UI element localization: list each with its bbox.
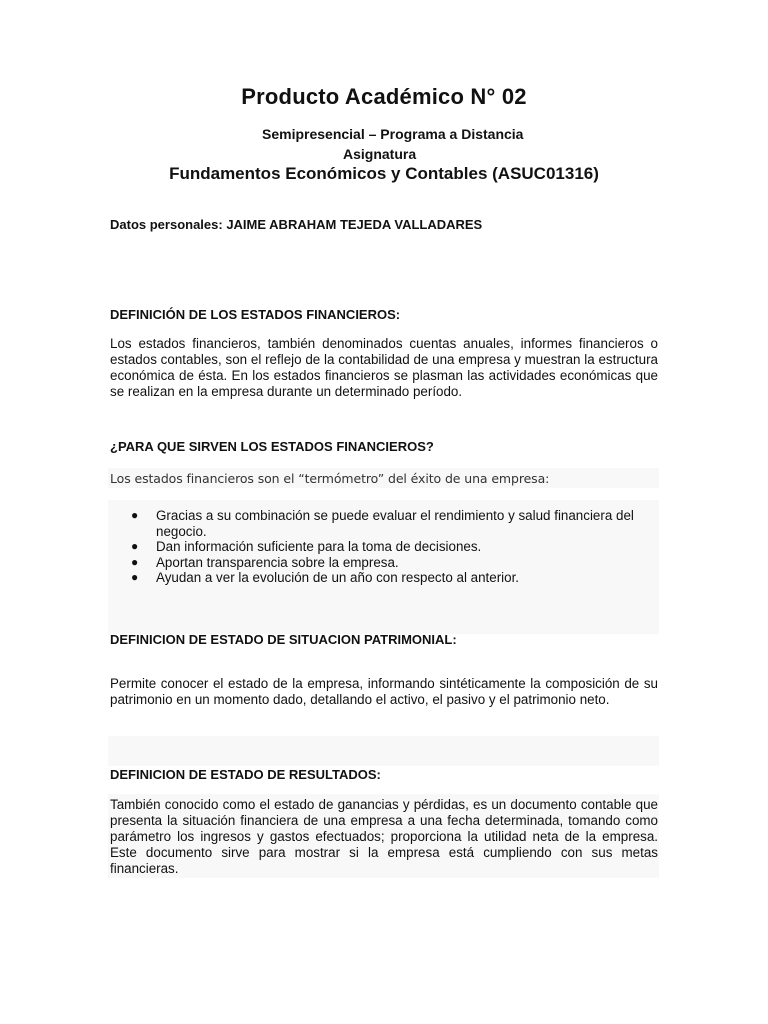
course-name: Fundamentos Económicos y Contables (ASUC01316) (169, 164, 599, 183)
bullet-icon: ● (131, 570, 139, 584)
bullet-text: Gracias a su combinación se puede evaluar el rendimiento y salud financiera del negocio. (156, 508, 634, 539)
personal-data: Datos personales: JAIME ABRAHAM TEJEDA VALLADARES (110, 217, 483, 232)
paragraph-resultados: También conocido como el estado de ganancias y pérdidas, es un documento contable que presenta la situación financiera de una empresa a una fecha determinada, tomando como parámetro los ingresos y gastos efectuados; proporciona la utilidad neta de la empresa. Este documento sirve para mostrar si la empresa está cumpliendo con sus metas financieras. (110, 797, 658, 876)
heading-situacion: DEFINICION DE ESTADO DE SITUACION PATRIMONIAL: (110, 632, 457, 647)
bullet-icon: ● (131, 508, 139, 522)
heading-resultados: DEFINICION DE ESTADO DE RESULTADOS: (110, 767, 381, 782)
bullet-text: Ayudan a ver la evolución de un año con respecto al anterior. (156, 570, 520, 585)
list-item (130, 508, 658, 539)
paragraph-definicion: Los estados financieros, también denominados cuentas anuales, informes financieros o estados contables, son el reflejo de la contabilidad de una empresa y muestran la estructura económica de ésta. En los estados financieros se plasman las actividades económicas que se realizan en la empresa durante un determinado período. (110, 336, 658, 399)
bullet-text: Aportan transparencia sobre la empresa. (156, 554, 399, 570)
bullet-icon: ● (131, 539, 139, 553)
document-subtitle: Semipresencial – Programa a Distancia (262, 126, 524, 142)
list-item (130, 555, 658, 571)
bullet-list (130, 508, 658, 586)
bullet-icon: ● (131, 554, 139, 569)
paragraph-situacion: Permite conocer el estado de la empresa, informando sintéticamente la composición de su patrimonio en un momento dado, detallando el activo, el pasivo y el patrimonio neto. (110, 676, 658, 707)
list-item (130, 539, 658, 555)
blank-background (108, 736, 659, 766)
bullet-text: Dan información suficiente para la toma de decisiones. (156, 539, 482, 554)
asignatura-label: Asignatura (343, 146, 417, 162)
list-item (130, 570, 658, 586)
quote-termometro: Los estados financieros son el “termómetro” del éxito de una empresa: (110, 471, 550, 486)
heading-definicion: DEFINICIÓN DE LOS ESTADOS FINANCIEROS: (110, 307, 401, 322)
document-title: Producto Académico N° 02 (241, 84, 527, 109)
heading-para-que: ¿PARA QUE SIRVEN LOS ESTADOS FINANCIEROS? (110, 439, 434, 454)
